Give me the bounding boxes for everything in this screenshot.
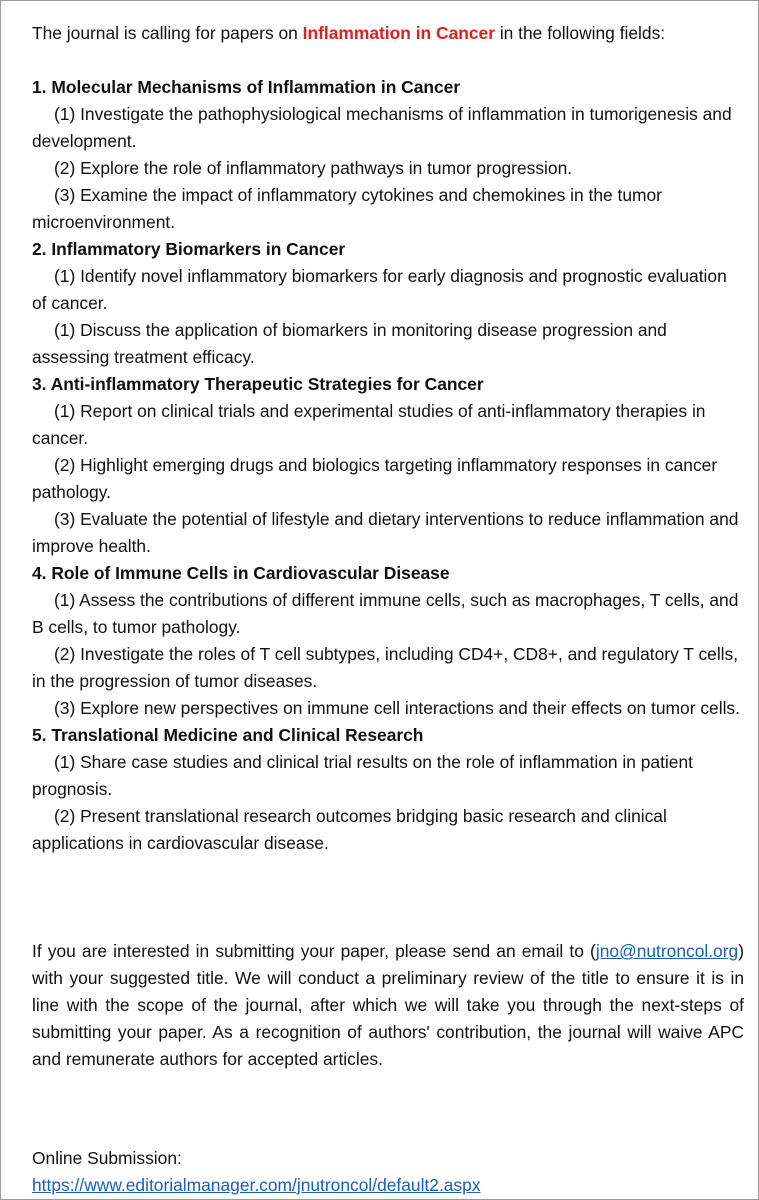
intro-after: in the following fields:: [494, 23, 666, 43]
intro-line: [32, 20, 744, 47]
section-5: [32, 722, 744, 857]
list-item: (1) Assess the contributions of different immune cells, such as macrophages, T cells, and B cells, to tumor pathology.: [32, 590, 739, 637]
list-item: (2) Present translational research outcomes bridging basic research and clinical applications in cardiovascular disease.: [32, 806, 667, 853]
section-title: 2. Inflammatory Biomarkers in Cancer: [32, 239, 346, 259]
list-item: (3) Examine the impact of inflammatory cytokines and chemokines in the tumor microenvironment.: [32, 185, 662, 232]
online-submission-label: Online Submission:: [32, 1148, 182, 1168]
list-item: (2) Investigate the roles of T cell subtypes, including CD4+, CD8+, and regulatory T cells, in the progression of tumor diseases.: [32, 644, 739, 691]
list-item: (3) Explore new perspectives on immune cell interactions and their effects on tumor cells.: [54, 698, 740, 718]
list-item: (1) Share case studies and clinical trial results on the role of inflammation in patient prognosis.: [32, 752, 693, 799]
list-item: (1) Report on clinical trials and experimental studies of anti-inflammatory therapies in cancer.: [32, 401, 706, 448]
document-body: [32, 20, 744, 1199]
section-title: 5. Translational Medicine and Clinical Research: [32, 725, 424, 745]
submission-url-link[interactable]: https://www.editorialmanager.com/jnutroncol/default2.aspx: [32, 1175, 481, 1195]
list-item: (3) Evaluate the potential of lifestyle and dietary interventions to reduce inflammation and improve health.: [32, 509, 739, 556]
list-item: (1) Identify novel inflammatory biomarkers for early diagnosis and prognostic evaluation of cancer.: [32, 266, 727, 313]
online-submission-line: [32, 1172, 744, 1199]
spacer: [32, 1127, 744, 1145]
spacer: [32, 1073, 744, 1127]
closing-after: ) with your suggested title. We will conduct a preliminary review of the title to ensure it is in line with the scope of the journal, after which we will take you through the next-steps of submitting your paper. As a recognition of authors' contribution, the journal will waive APC and remunerate authors for accepted articles.: [32, 941, 744, 1069]
section-title: 1. Molecular Mechanisms of Inflammation in Cancer: [32, 77, 461, 97]
section-3: [32, 371, 744, 560]
closing-before: If you are interested in submitting your paper, please send an email to (: [32, 941, 596, 961]
submission-paragraph: [32, 938, 744, 1073]
section-title: 3. Anti-inflammatory Therapeutic Strategies for Cancer: [32, 374, 484, 394]
list-item: (1) Investigate the pathophysiological mechanisms of inflammation in tumorigenesis and development.: [32, 104, 732, 151]
section-4: [32, 560, 744, 722]
topic-highlight: Inflammation in Cancer: [302, 23, 495, 43]
section-1: [32, 74, 744, 236]
email-link[interactable]: jno@nutroncol.org: [595, 941, 739, 961]
spacer: [32, 857, 744, 911]
section-2: [32, 236, 744, 371]
list-item: (2) Highlight emerging drugs and biologics targeting inflammatory responses in cancer pathology.: [32, 455, 718, 502]
list-item: (2) Explore the role of inflammatory pathways in tumor progression.: [54, 158, 573, 178]
section-title: 4. Role of Immune Cells in Cardiovascular Disease: [32, 563, 450, 583]
intro-before: The journal is calling for papers on: [32, 23, 303, 43]
spacer: [32, 911, 744, 938]
list-item: (1) Discuss the application of biomarkers in monitoring disease progression and assessing treatment efficacy.: [32, 320, 667, 367]
